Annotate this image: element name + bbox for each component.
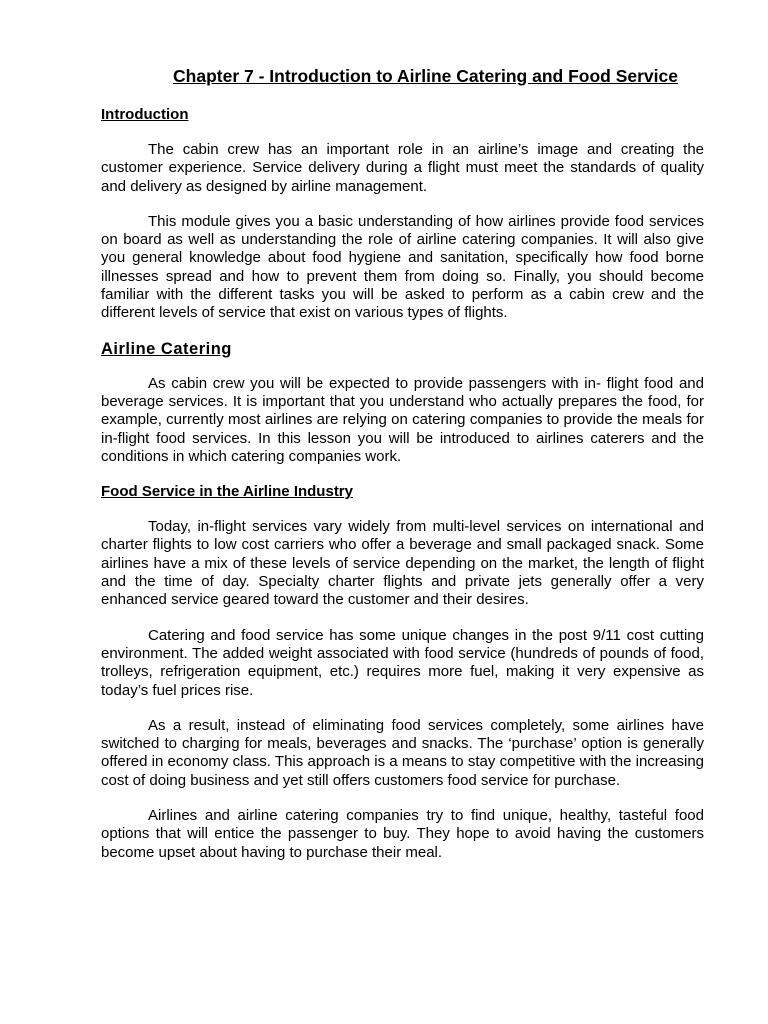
paragraph: As a result, instead of eliminating food services completely, some airlines have switched to charging for meals, beverages and snacks. The ‘purchase’ option is generally offered in economy class. This approach is a means to stay competitive with the increasing cost of doing business and yet still offers customers food service for purchase.	[101, 716, 704, 789]
paragraph: As cabin crew you will be expected to provide passengers with in- flight food and beverage services. It is important that you understand who actually prepares the food, for example, currently most airlines are relying on catering companies to provide the meals for in-flight food services. In this lesson you will be introduced to airlines caterers and the conditions in which catering companies work.	[101, 374, 704, 465]
paragraph: The cabin crew has an important role in an airline’s image and creating the customer experience. Service delivery during a flight must meet the standards of quality and delivery as designed by airline management.	[101, 141, 704, 195]
section-heading-airline-catering: Airline Catering	[101, 339, 232, 358]
document-page	[101, 66, 704, 862]
paragraph: Catering and food service has some unique changes in the post 9/11 cost cutting environment. The added weight associated with food service (hundreds of pounds of food, trolleys, refrigeration equipment, etc.) requires more fuel, making it very expensive as today’s fuel prices rise.	[101, 626, 704, 699]
section-heading-introduction: Introduction	[101, 106, 189, 123]
chapter-title: Chapter 7 - Introduction to Airline Catering and Food Service	[173, 66, 678, 86]
section-heading-food-service: Food Service in the Airline Industry	[101, 483, 353, 501]
paragraph: This module gives you a basic understanding of how airlines provide food services on board as well as understanding the role of airline catering companies. It will also give you general knowledge about food hygiene and sanitation, specifically how food borne illnesses spread and how to prevent them from doing so. Finally, you should become familiar with the different tasks you will be asked to perform as a cabin crew and the different levels of service that exist on various types of flights.	[101, 212, 704, 322]
paragraph: Today, in-flight services vary widely from multi-level services on international and charter flights to low cost carriers who offer a beverage and small packaged snack. Some airlines have a mix of these levels of service depending on the market, the length of flight and the time of day. Specialty charter flights and private jets generally offer a very enhanced service geared toward the customer and their desires.	[101, 518, 704, 609]
paragraph: Airlines and airline catering companies try to find unique, healthy, tasteful food options that will entice the passenger to buy. They hope to avoid having the customers become upset about having to purchase their meal.	[101, 807, 704, 861]
